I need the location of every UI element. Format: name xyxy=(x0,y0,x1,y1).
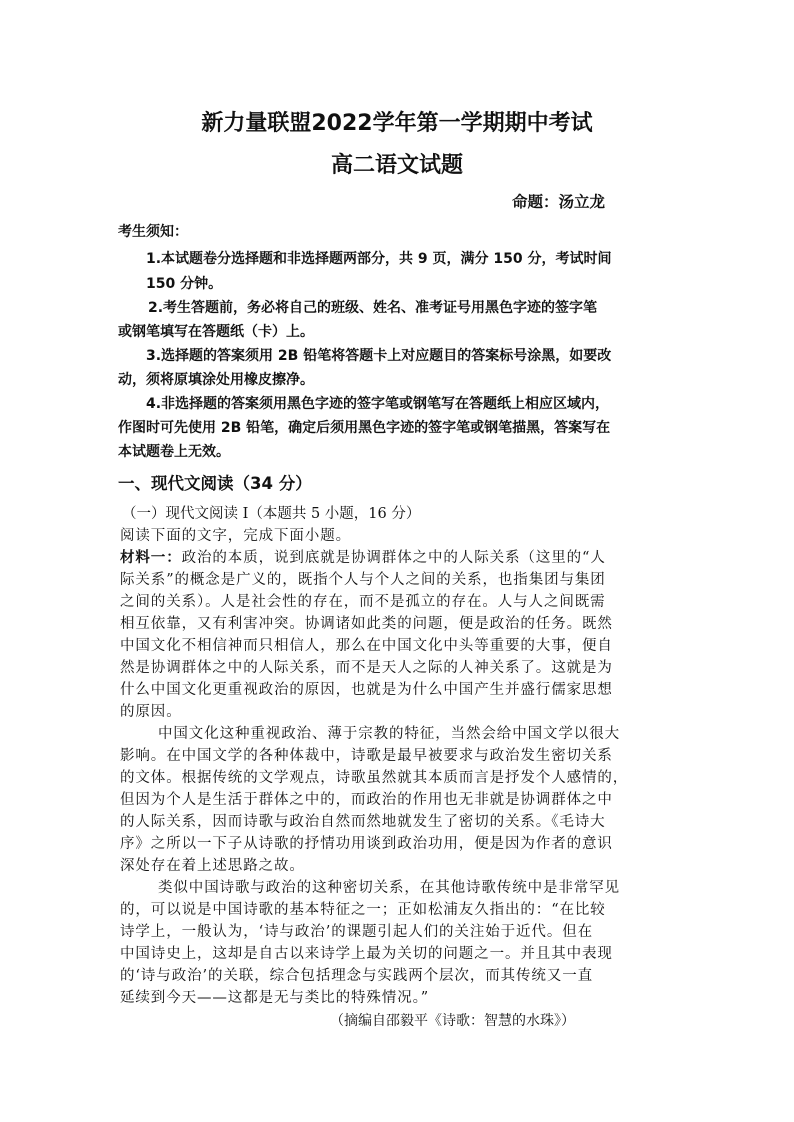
passage-line: 类似中国诗歌与政治的这种密切关系，在其他诗歌传统中是非常罕见 xyxy=(158,880,620,896)
notice-line: 动，须将原填涂处用橡皮擦净。 xyxy=(118,372,314,388)
instruction-text: 阅读下面的文字，完成下面小题。 xyxy=(120,528,351,544)
passage-line: 中国文化不相信神而只相信人，那么在中国文化中头等重要的大事，便自 xyxy=(120,638,613,654)
sub-section-heading: （一）现代文阅读 I（本题共 5 小题，16 分） xyxy=(122,506,421,522)
passage-line: 延续到今天——这都是无与类比的特殊情况。” xyxy=(120,990,430,1006)
notice-line: 或钢笔填写在答题纸（卡）上。 xyxy=(118,324,314,340)
passage-line: 中国诗史上，这却是自古以来诗学上最为关切的问题之一。并且其中表现 xyxy=(120,946,613,962)
passage-line: 然是协调群体之中的人际关系，而不是天人之际的人神关系了。这就是为 xyxy=(120,660,613,676)
passage-line: 的，可以说是中国诗歌的基本特征之一；正如松浦友久指出的：“在比较 xyxy=(120,902,606,918)
passage-line: 相互依靠，又有利害冲突。协调诸如此类的问题，便是政治的任务。既然 xyxy=(120,616,613,632)
passage-line: 什么中国文化更重视政治的原因，也就是为什么中国产生并盛行儒家思想 xyxy=(120,682,613,698)
passage-line: 之间的关系）。人是社会性的存在，而不是孤立的存在。人与人之间既需 xyxy=(120,594,606,610)
passage-line: 深处存在着上述思路之故。 xyxy=(120,858,305,874)
passage-line: 的‘诗与政治’的关联，综合包括理念与实践两个层次，而其传统又一直 xyxy=(120,968,594,984)
passage-line: 中国文化这种重视政治、薄于宗教的特征，当然会给中国文学以很大 xyxy=(158,726,620,742)
material-label: 材料一： xyxy=(120,550,182,566)
passage-line: 材料一：政治的本质，说到底就是协调群体之中的人际关系（这里的“人 xyxy=(120,550,606,566)
notice-heading: 考生须知： xyxy=(118,224,188,240)
passage-line: 际关系”的概念是广义的，既指个人与个人之间的关系，也指集团与集团 xyxy=(120,572,606,588)
section-heading: 一、现代文阅读（34 分） xyxy=(118,474,312,493)
passage-line: 影响。在中国文学的各种体裁中，诗歌是最早被要求与政治发生密切关系 xyxy=(120,748,613,764)
notice-line: 150 分钟。 xyxy=(146,276,223,292)
notice-line: 作图时可先使用 2B 铅笔，确定后须用黑色字迹的签字笔或钢笔描黑，答案写在 xyxy=(118,420,611,436)
passage-line: 的原因。 xyxy=(120,704,182,720)
notice-line: 2.考生答题前，务必将自己的班级、姓名、准考证号用黑色字迹的签字笔 xyxy=(148,300,598,316)
passage-line: 的文体。根据传统的文学观点，诗歌虽然就其本质而言是抒发个人感情的， xyxy=(120,770,629,786)
notice-line: 1.本试题卷分选择题和非选择题两部分，共 9 页，满分 150 分，考试时间 xyxy=(146,251,612,267)
notice-line: 本试题卷上无效。 xyxy=(118,444,230,460)
passage-line: 的人际关系，因而诗歌与政治自然而然地就发生了密切的关系。《毛诗大 xyxy=(120,814,606,830)
passage-line: 但因为个人是生活于群体之中的，而政治的作用也无非就是协调群体之中 xyxy=(120,792,613,808)
notice-line: 3.选择题的答案须用 2B 铅笔将答题卡上对应题目的答案标号涂黑，如要改 xyxy=(146,348,612,364)
notice-line: 4.非选择题的答案须用黑色字迹的签字笔或钢笔写在答题纸上相应区域内， xyxy=(146,396,610,412)
author-line: 命题：汤立龙 xyxy=(512,193,606,211)
passage-line: 序》之所以一下子从诗歌的抒情功用谈到政治功用，便是因为作者的意识 xyxy=(120,836,613,852)
exam-subtitle: 高二语文试题 xyxy=(330,153,463,178)
source-citation: （摘编自邵毅平《诗歌：智慧的水珠》） xyxy=(330,1013,575,1029)
exam-title: 新力量联盟2022学年第一学期期中考试 xyxy=(201,111,593,136)
passage-line: 诗学上，一般认为，‘诗与政治’的课题引起人们的关注始于近代。但在 xyxy=(120,924,594,940)
